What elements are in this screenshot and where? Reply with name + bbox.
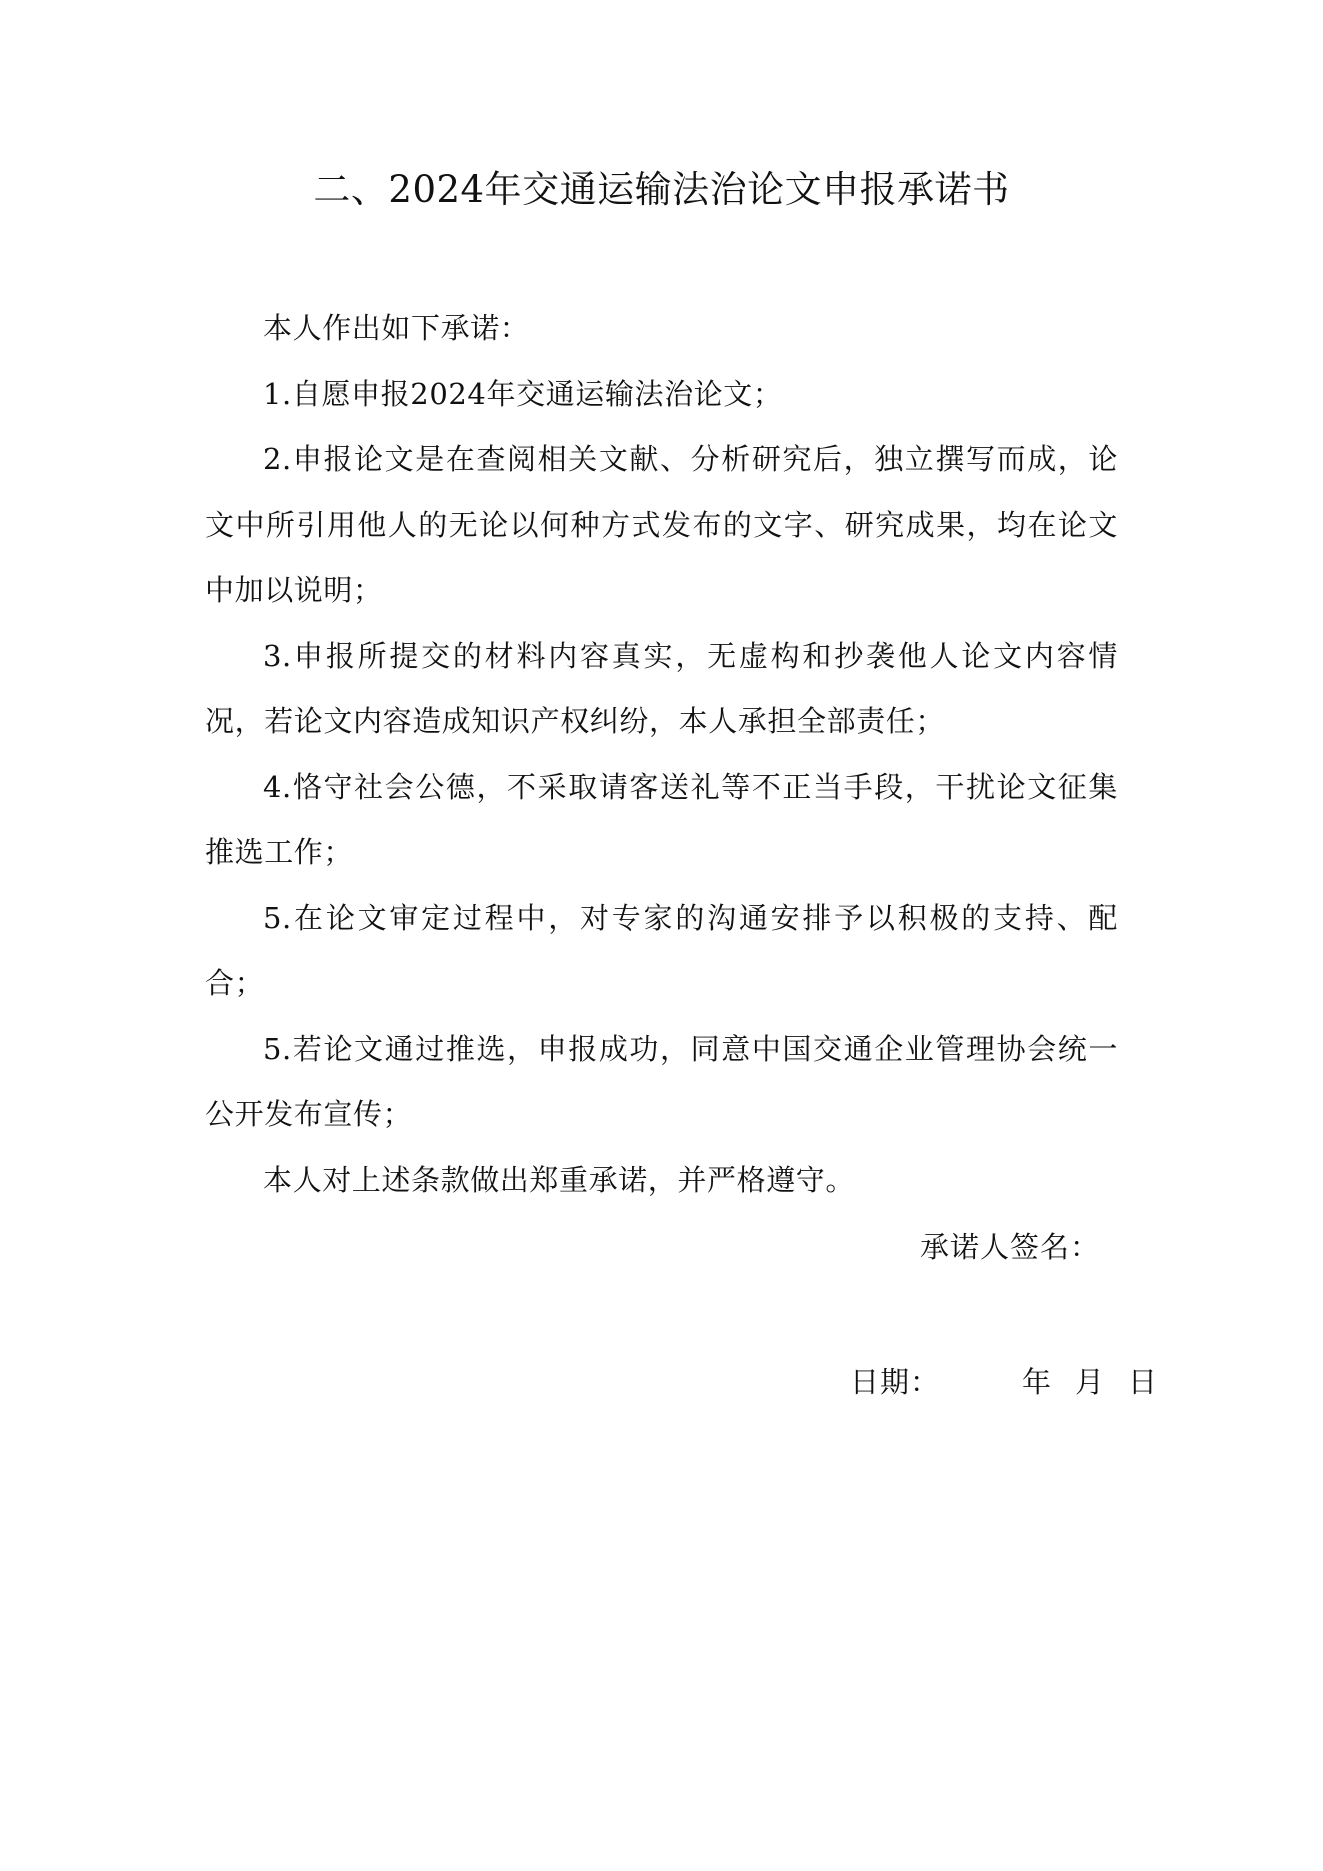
closing-paragraph: 本人对上述条款做出郑重承诺，并严格遵守。 — [263, 1162, 856, 1197]
clause-2: 2.申报论文是在查阅相关文献、分析研究后，独立撰写而成，论文中所引用他人的无论以何种方式发布的文字、研究成果，均在论文中加以说明； — [205, 442, 1118, 607]
clause-3: 3.申报所提交的材料内容真实，无虚构和抄袭他人论文内容情况，若论文内容造成知识产权纠纷，本人承担全部责任； — [205, 638, 1118, 738]
clause-5: 5.在论文审定过程中，对专家的沟通安排予以积极的支持、配合； — [205, 900, 1118, 1000]
date-label: 日期： — [850, 1365, 941, 1399]
date-month-unit: 月 — [1075, 1365, 1105, 1399]
commitment-body — [205, 296, 1118, 1213]
intro-paragraph: 本人作出如下承诺： — [263, 311, 530, 345]
document-title: 二、2024年交通运输法治论文申报承诺书 — [313, 168, 1010, 211]
signature-label: 承诺人签名： — [920, 1230, 1101, 1264]
date-blank — [940, 1362, 1022, 1402]
date-year-unit: 年 — [1022, 1365, 1052, 1399]
date-day-unit: 日 — [1128, 1365, 1158, 1399]
clause-1: 1.自愿申报2024年交通运输法治论文； — [263, 376, 783, 411]
clause-6: 5.若论文通过推选，申报成功，同意中国交通企业管理协会统一公开发布宣传； — [205, 1031, 1118, 1131]
date-line — [850, 1362, 1157, 1402]
clause-4: 4.恪守社会公德，不采取请客送礼等不正当手段，干扰论文征集推选工作； — [205, 769, 1118, 869]
